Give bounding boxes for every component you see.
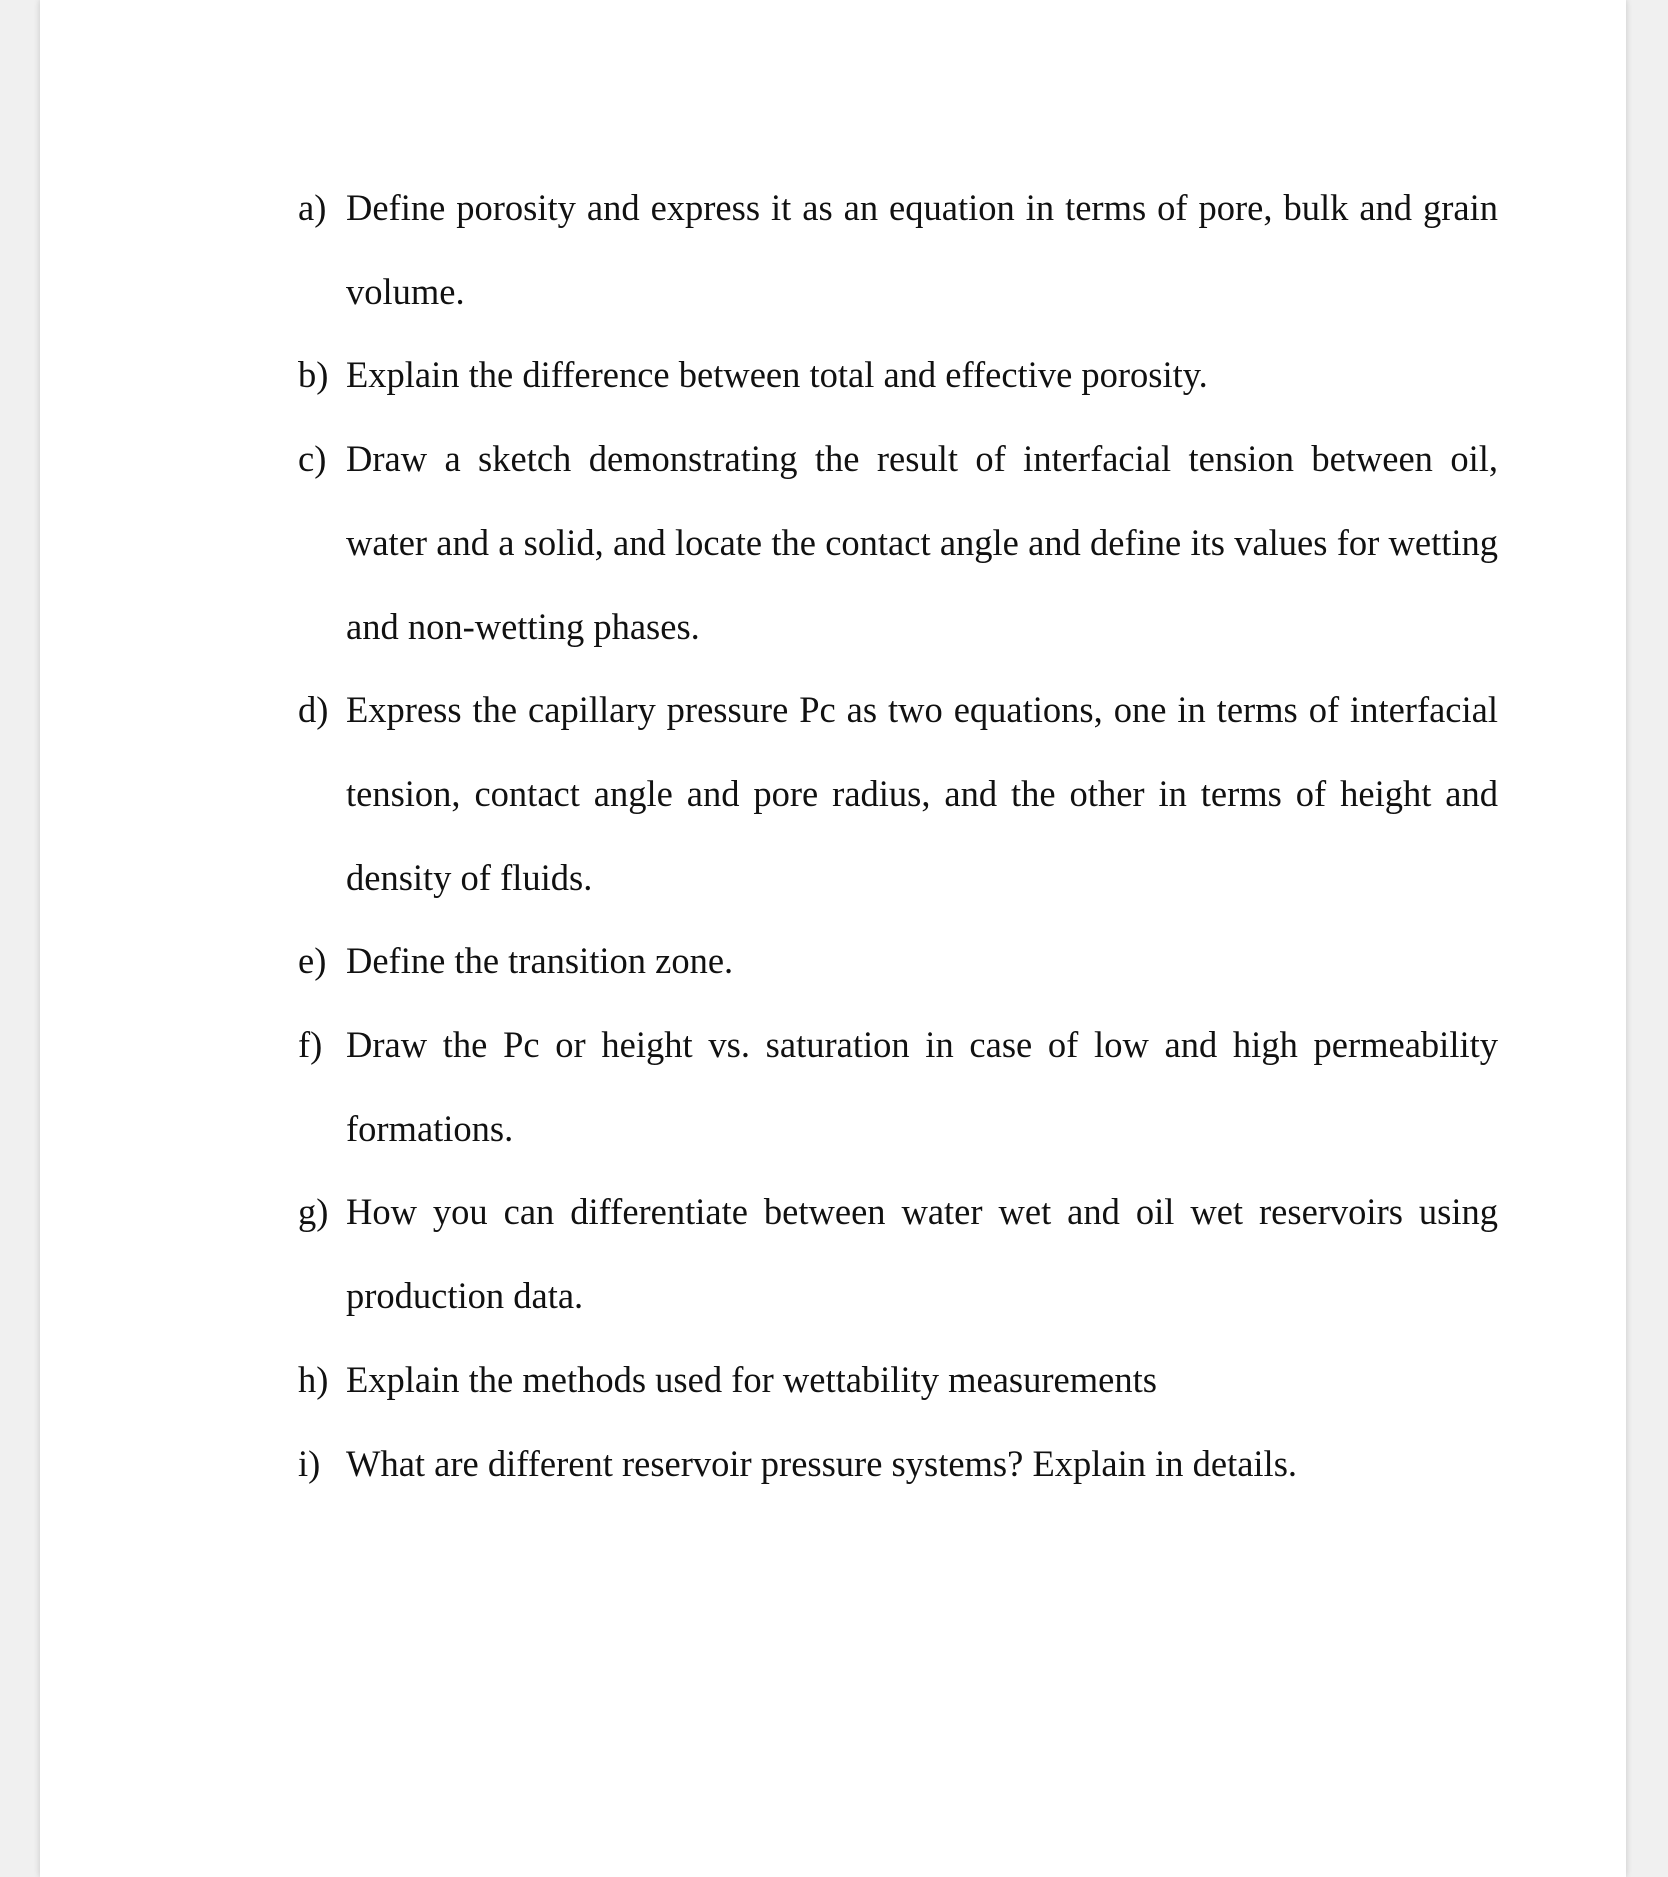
question-item (298, 1170, 1498, 1337)
question-item (298, 919, 1498, 1003)
question-item (298, 417, 1498, 668)
question-text: Express the capillary pressure Pc as two equations, one in terms of interfacial tension, contact angle and pore radius, and the other in terms of height and density of fluids. (346, 689, 1498, 898)
question-item (298, 166, 1498, 333)
question-label: f) (298, 1024, 323, 1066)
question-label: h) (298, 1358, 329, 1400)
question-text: What are different reservoir pressure systems? Explain in details. (346, 1442, 1298, 1484)
question-item (298, 1338, 1498, 1422)
question-item (298, 333, 1498, 417)
question-label: c) (298, 438, 327, 480)
question-item (298, 668, 1498, 919)
question-text: Explain the methods used for wettability measurements (346, 1358, 1157, 1400)
question-text: How you can differentiate between water wet and oil wet reservoirs using production data. (346, 1191, 1498, 1317)
question-label: i) (298, 1442, 321, 1484)
question-text: Define porosity and express it as an equation in terms of pore, bulk and grain volume. (346, 187, 1498, 312)
question-label: e) (298, 940, 327, 982)
question-text: Draw a sketch demonstrating the result of interfacial tension between oil, water and a solid, and locate the contact angle and define its values for wetting and non-wetting phases. (346, 438, 1498, 647)
question-list (298, 166, 1498, 1505)
question-text: Define the transition zone. (346, 940, 734, 982)
question-label: b) (298, 354, 329, 396)
document-page (40, 0, 1626, 1877)
question-label: g) (298, 1191, 329, 1233)
question-item (298, 1422, 1498, 1506)
question-label: a) (298, 187, 327, 228)
question-text: Explain the difference between total and effective porosity. (346, 354, 1208, 396)
question-label: d) (298, 689, 329, 731)
question-item (298, 1003, 1498, 1170)
question-text: Draw the Pc or height vs. saturation in case of low and high permeability formations. (346, 1024, 1498, 1149)
